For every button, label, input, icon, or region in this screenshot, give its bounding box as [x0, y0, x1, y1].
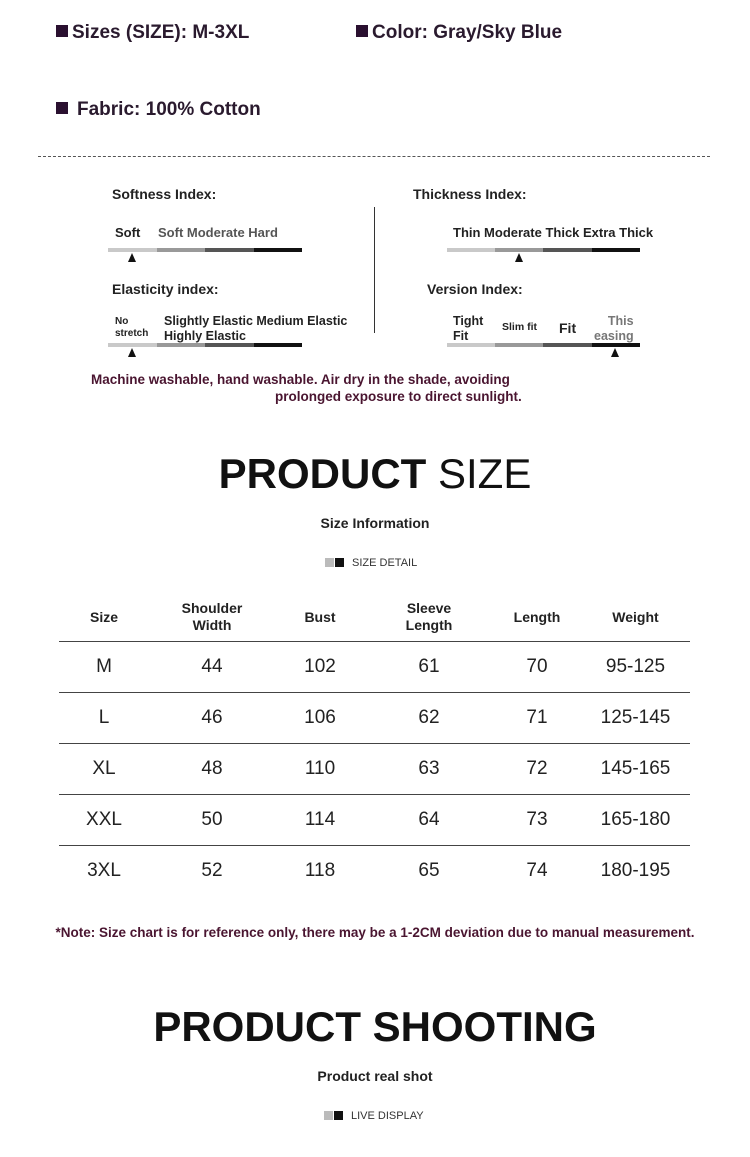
thickness-indicator-icon: [515, 253, 523, 262]
cell-weight: 180-195: [600, 860, 671, 881]
product-size-heading: [0, 450, 750, 498]
size-table: [59, 593, 690, 896]
gray-square-icon: [325, 558, 334, 567]
cell-length: 72: [493, 744, 581, 795]
cell-shoulder: 48: [149, 744, 275, 795]
black-square-icon: [334, 1111, 343, 1120]
bullet-square-icon: [356, 25, 368, 37]
elasticity-title: Elasticity index:: [112, 281, 219, 297]
cell-length: 73: [493, 795, 581, 846]
size-note: *Note: Size chart is for reference only, there may be a 1-2CM deviation due to manual measurement.: [55, 925, 695, 940]
size-table-header-row: [59, 593, 690, 642]
cell-weight: 95-125: [581, 642, 690, 693]
version-title: Version Index:: [427, 281, 523, 297]
table-row: [59, 846, 690, 897]
elasticity-labels-line2: Highly Elastic: [164, 329, 246, 343]
dashed-divider: [38, 156, 710, 157]
sizes-attribute: [56, 22, 249, 44]
product-shooting-heading: PRODUCT SHOOTING: [153, 1003, 597, 1050]
version-label-fit: Fit: [559, 320, 577, 336]
product-real-shot-subtitle: Product real shot: [317, 1068, 433, 1084]
cell-bust: 102: [275, 642, 365, 693]
softness-label-soft: Soft: [115, 225, 141, 240]
cell-sleeve: 61: [365, 642, 493, 693]
thickness-title: Thickness Index:: [413, 186, 527, 202]
table-row: [59, 795, 690, 846]
size-detail-tag: [325, 557, 417, 569]
cell-sleeve: 63: [365, 744, 493, 795]
version-label-tight-fit: Tight Fit: [453, 314, 484, 343]
cell-bust: 118: [304, 860, 336, 881]
color-attribute: [356, 22, 562, 44]
bullet-square-icon: [56, 25, 68, 37]
cell-sleeve: 65: [418, 860, 440, 881]
version-label-slim-fit: Slim fit: [502, 321, 538, 333]
header-length: Length: [493, 593, 581, 642]
table-row: [59, 642, 690, 693]
cell-sleeve: 64: [365, 795, 493, 846]
cell-size: M: [59, 642, 149, 693]
cell-shoulder: 52: [201, 860, 223, 881]
vertical-divider: [374, 207, 375, 333]
cell-sleeve: 62: [365, 693, 493, 744]
sizes-text: Sizes (SIZE): M-3XL: [72, 22, 250, 43]
fabric-text: Fabric: 100% Cotton: [77, 99, 261, 120]
header-size: Size: [59, 593, 149, 642]
cell-size: XXL: [59, 795, 149, 846]
header-bust: Bust: [275, 593, 365, 642]
bullet-square-icon: [56, 102, 68, 114]
cell-weight: 145-165: [581, 744, 690, 795]
product-size-heading-bold: PRODUCT: [218, 450, 427, 497]
header-weight: Weight: [581, 593, 690, 642]
cell-size: XL: [59, 744, 149, 795]
thickness-labels: Thin Moderate Thick Extra Thick: [453, 225, 654, 240]
elasticity-labels-line1: Slightly Elastic Medium Elastic: [164, 314, 348, 328]
cell-shoulder: 46: [149, 693, 275, 744]
product-size-heading-light: SIZE: [437, 450, 532, 497]
elasticity-label-no-stretch: No stretch: [115, 316, 149, 339]
cell-size: L: [59, 693, 149, 744]
cell-shoulder: 50: [149, 795, 275, 846]
black-square-icon: [335, 558, 344, 567]
cell-bust: 110: [275, 744, 365, 795]
softness-label-rest: Soft Moderate Hard: [158, 225, 278, 240]
cell-bust: 114: [275, 795, 365, 846]
cell-shoulder: 44: [149, 642, 275, 693]
fabric-attribute: [56, 99, 261, 121]
version-indicator-icon: [611, 348, 619, 357]
table-row: [59, 693, 690, 744]
size-detail-label: SIZE DETAIL: [352, 557, 418, 569]
elasticity-indicator-icon: [128, 348, 136, 357]
cell-bust: 106: [275, 693, 365, 744]
care-instructions-line2: prolonged exposure to direct sunlight.: [275, 389, 522, 404]
cell-weight: 125-145: [581, 693, 690, 744]
version-label-this-easing: This easing: [594, 314, 634, 343]
cell-size: 3XL: [87, 860, 121, 881]
header-shoulder-width: Shoulder Width: [149, 593, 275, 642]
live-display-tag: [324, 1110, 424, 1122]
cell-weight: 165-180: [581, 795, 690, 846]
color-text: Color: Gray/Sky Blue: [372, 22, 563, 43]
cell-length: 74: [526, 860, 548, 881]
header-sleeve-length: Sleeve Length: [365, 593, 493, 642]
softness-title: Softness Index:: [112, 186, 217, 202]
cell-length: 71: [493, 693, 581, 744]
softness-indicator-icon: [128, 253, 136, 262]
size-information-subtitle: Size Information: [320, 515, 430, 531]
gray-square-icon: [324, 1111, 333, 1120]
cell-length: 70: [493, 642, 581, 693]
table-row: [59, 744, 690, 795]
care-instructions-line1: Machine washable, hand washable. Air dry in the shade, avoiding: [91, 372, 510, 387]
live-display-label: LIVE DISPLAY: [351, 1110, 424, 1122]
